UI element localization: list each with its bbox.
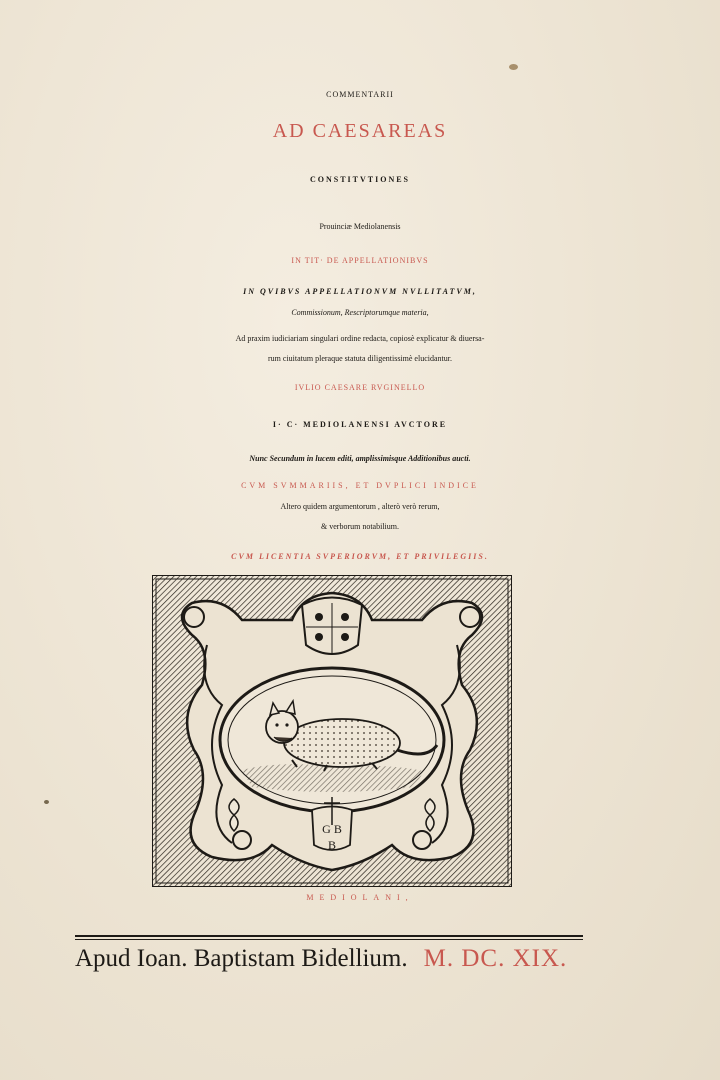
- divider-rule-thin: [75, 939, 583, 940]
- place-of-publication: MEDIOLANI,: [306, 893, 414, 902]
- index-note-1: Altero quidem argumentorum , alterò verò rerum,: [280, 502, 440, 511]
- title-line-ad-praxim: Ad praxim iudiciariam singulari ordine redacta, copiosè explicatur & diuersa-: [235, 334, 485, 343]
- title-line-ad-caesareas: AD CAESAREAS: [272, 120, 448, 142]
- paper-stain: [44, 800, 49, 804]
- engraving-monogram-bottom: B: [327, 838, 337, 852]
- printers-device-engraving: [152, 575, 512, 887]
- title-line-commentarii: COMMENTARII: [326, 90, 394, 99]
- index-note-2: & verborum notabilium.: [321, 522, 399, 531]
- title-line-civitatum: rum ciuitatum pleraque statuta diligentissimè elucidantur.: [268, 354, 452, 363]
- license-note: CVM LICENTIA SVPERIORVM, ET PRIVILEGIIS.: [231, 552, 489, 561]
- author-name: IVLIO CAESARE RVGINELLO: [294, 383, 426, 392]
- title-line-commissionum: Commissionum, Rescriptorumque materia,: [291, 308, 429, 317]
- imprint-line: [75, 945, 585, 973]
- paper-stain: [509, 64, 518, 70]
- edition-note: Nunc Secundum in lucem editi, amplissimisque Additionibus aucti.: [249, 454, 471, 463]
- author-title: I· C· MEDIOLANENSI AVCTORE: [272, 420, 448, 429]
- publication-date: M. DC. XIX.: [423, 945, 568, 972]
- title-line-provinciae: Prouinciæ Mediolanensis: [319, 222, 401, 231]
- engraving-monogram-top: G B: [322, 822, 342, 836]
- title-line-de-appellationibus: IN TIT· DE APPELLATIONIBVS: [291, 256, 429, 265]
- printer-name: Apud Ioan. Baptistam Bidellium.: [75, 945, 408, 972]
- summaries-note: CVM SVMMARIIS, ET DVPLICI INDICE: [241, 481, 479, 490]
- divider-rule: [75, 935, 583, 937]
- title-line-constitutiones: CONSTITVTIONES: [309, 175, 411, 184]
- title-line-in-quibus: IN QVIBVS APPELLATIONVM NVLLITATVM,: [243, 287, 477, 296]
